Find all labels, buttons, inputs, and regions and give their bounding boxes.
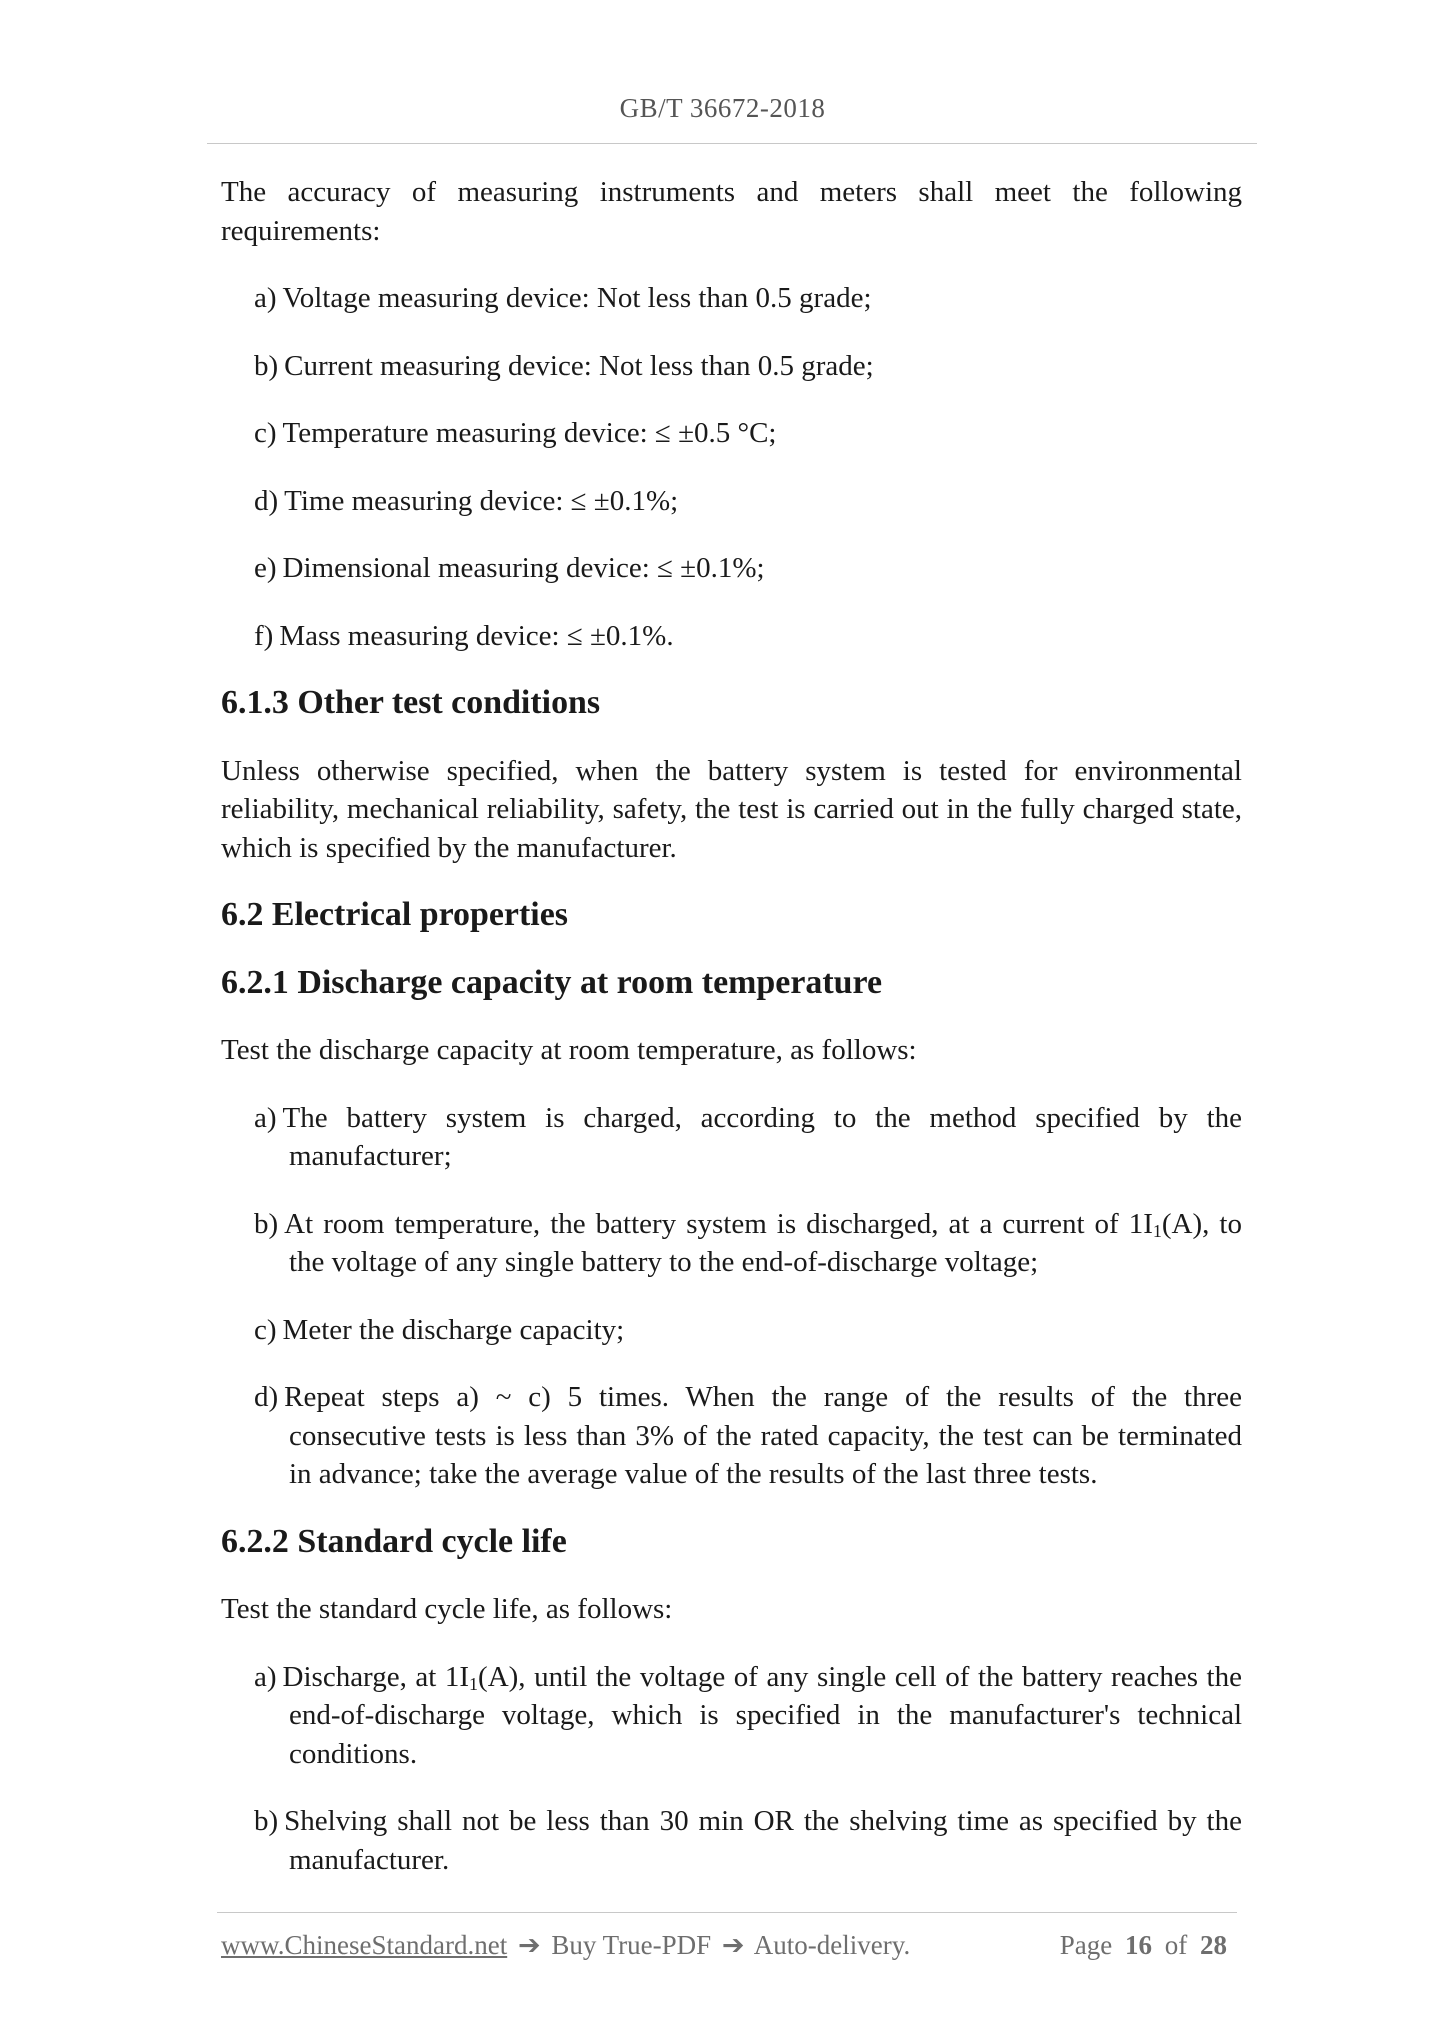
- list-item: [254, 414, 1242, 453]
- list-item: [254, 549, 1242, 588]
- list-marker: c): [254, 417, 277, 449]
- list-item-text: Time measuring device: ≤ ±0.1%;: [284, 484, 679, 517]
- list-item-text: Mass measuring device: ≤ ±0.1%.: [279, 619, 674, 652]
- cycle-life-intro: Test the standard cycle life, as follows:: [221, 1593, 673, 1625]
- section-heading-6-1-3: 6.1.3 Other test conditions: [221, 684, 601, 721]
- list-marker: d): [254, 484, 279, 517]
- total-page-count: 28: [1200, 1930, 1227, 1960]
- list-item: [254, 1802, 1242, 1879]
- list-item: [254, 1658, 1242, 1774]
- list-item: [254, 1205, 1242, 1282]
- list-marker: a): [254, 1660, 277, 1693]
- current-page-number: 16: [1125, 1930, 1152, 1960]
- site-link[interactable]: www.ChineseStandard.net: [221, 1930, 508, 1960]
- other-test-conditions-paragraph: Unless otherwise specified, when the battery system is tested for environmental reliability, mechanical reliability, safety, the test is carried out in the fully charged state, which is specified by the manufacturer.: [221, 754, 1242, 864]
- list-item-text: Shelving shall not be less than 30 min OR the shelving time as specified by the manufacturer.: [284, 1805, 1242, 1876]
- list-item: [254, 482, 1242, 521]
- list-item-text: Repeat steps a) ~ c) 5 times. When the range of the results of the three consecutive tests is less than 3% of the rated capacity, the test can be terminated in advance; take the average value of the results of the last three tests.: [284, 1381, 1242, 1490]
- list-item-text: Meter the discharge capacity;: [282, 1313, 625, 1346]
- document-code-header: GB/T 36672-2018: [619, 93, 826, 123]
- footer-divider: [217, 1912, 1237, 1913]
- section-heading-6-2-1: 6.2.1 Discharge capacity at room temperature: [221, 963, 882, 1001]
- list-item-text: Temperature measuring device: ≤ ±0.5 °C;: [282, 417, 777, 449]
- list-marker: b): [254, 1207, 279, 1240]
- page-number: [1060, 1930, 1233, 1961]
- list-marker: b): [254, 1805, 279, 1837]
- list-item-text: Dimensional measuring device: ≤ ±0.1%;: [282, 552, 765, 584]
- list-marker: c): [254, 1313, 277, 1346]
- footer-left: [221, 1930, 910, 1961]
- cycle-life-steps: [221, 1658, 1242, 1880]
- list-item: [254, 1311, 1242, 1350]
- arrow-right-icon: ➔: [721, 1930, 745, 1960]
- list-item: [254, 1378, 1242, 1494]
- list-item: [254, 1099, 1242, 1176]
- delivery-text: Auto-delivery.: [753, 1930, 911, 1960]
- section-heading-6-2-2: 6.2.2 Standard cycle life: [221, 1522, 567, 1560]
- list-item: [254, 617, 1242, 656]
- arrow-right-icon: ➔: [517, 1930, 541, 1960]
- subscript: 1: [469, 1673, 479, 1694]
- list-item-text: At room temperature, the battery system is discharged, at a current of 1I: [284, 1207, 1153, 1240]
- list-marker: a): [254, 282, 277, 314]
- header-divider: [207, 143, 1257, 144]
- list-item-text: The battery system is charged, according to the method specified by the manufacturer;: [282, 1101, 1242, 1172]
- list-item-text-continued: (A), until the voltage of any single cell of the battery reaches the end-of-discharge voltage, which is specified in the manufacturer's technical conditions.: [289, 1660, 1242, 1770]
- list-marker: b): [254, 349, 279, 382]
- discharge-capacity-steps: [221, 1099, 1242, 1494]
- list-marker: f): [254, 619, 274, 652]
- list-item: [254, 347, 1242, 386]
- list-item: [254, 279, 1242, 318]
- page-content: [221, 173, 1242, 1908]
- buy-text: Buy True-PDF: [551, 1930, 712, 1960]
- intro-paragraph: The accuracy of measuring instruments and meters shall meet the following requirements:: [221, 176, 1242, 247]
- subscript: 1: [1152, 1220, 1162, 1241]
- list-item-text: Discharge, at 1I: [282, 1660, 470, 1693]
- list-item-text-continued: (A), to the voltage of any single battery to the end-of-discharge voltage;: [289, 1207, 1242, 1278]
- list-marker: e): [254, 552, 277, 584]
- list-item-text: Voltage measuring device: Not less than 0.5 grade;: [282, 282, 872, 314]
- list-marker: d): [254, 1381, 279, 1413]
- section-heading-6-2: 6.2 Electrical properties: [221, 896, 568, 933]
- page-footer: [221, 1930, 1233, 1961]
- list-marker: a): [254, 1101, 277, 1134]
- discharge-capacity-intro: Test the discharge capacity at room temperature, as follows:: [221, 1034, 917, 1066]
- list-item-text: Current measuring device: Not less than 0.5 grade;: [284, 349, 874, 382]
- page-label: Page: [1059, 1930, 1113, 1960]
- of-label: of: [1164, 1930, 1188, 1960]
- accuracy-requirements-list: [221, 279, 1242, 655]
